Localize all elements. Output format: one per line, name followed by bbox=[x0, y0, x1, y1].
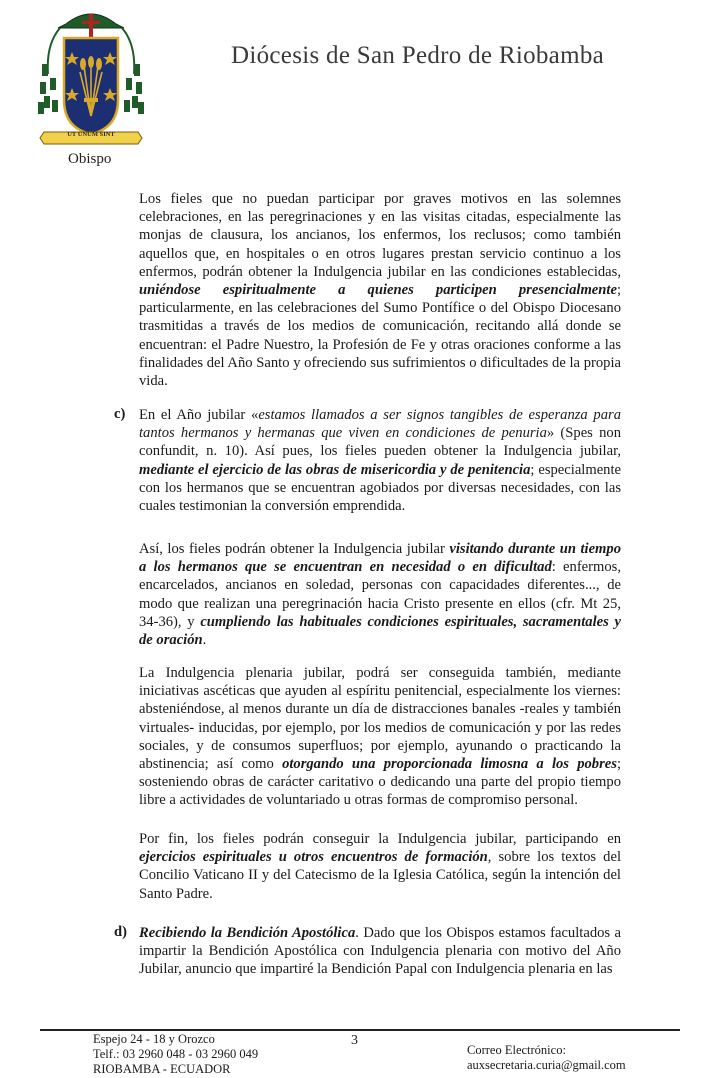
footer-contact bbox=[467, 1043, 626, 1073]
section-marker-c: c) bbox=[114, 406, 126, 422]
text-run: . bbox=[202, 632, 207, 649]
email-address: auxsecretaria.curia@gmail.com bbox=[467, 1058, 626, 1072]
paragraph-section-c bbox=[139, 406, 621, 515]
text-run: , sobre los textos del Concilio Vaticano II y del Catecismo de la Iglesia Católica, según la intención del Santo Padre. bbox=[139, 849, 621, 902]
bishop-label: Obispo bbox=[68, 151, 112, 167]
paragraph-section-d bbox=[139, 924, 621, 979]
coat-of-arms-motto: UT UNUM SINT bbox=[67, 131, 115, 138]
phone-line: Telf.: 03 2960 048 - 03 2960 049 bbox=[93, 1047, 259, 1061]
text-run: : enfermos, encarcelados, ancianos en soledad, personas con capacidades diferentes..., de modo que realizan una peregrinación hacia Cristo presente en ellos (cfr. Mt 25, 34-36), y bbox=[139, 559, 621, 630]
emphasis-run: uniéndose espiritualmente a quienes participen presencialmente bbox=[139, 282, 617, 299]
paragraph-visitando bbox=[139, 540, 621, 649]
text-run: . Dado que los Obispos estamos facultados a impartir la Bendición Apostólica con Indulgencia plenaria con motivo del Año Jubilar, anuncio que impartiré la Bendición Papal con Indulgencia plenaria en las bbox=[139, 925, 622, 978]
episcopal-coat-of-arms bbox=[36, 4, 146, 152]
text-run: Así, los fieles podrán obtener la Indulgencia jubilar bbox=[139, 541, 450, 557]
footer-address bbox=[93, 1032, 258, 1077]
text-run: ; especialmente con los hermanos que se encuentran agobiados por diversas necesidades, con las cuales testimonian la conversión emprendida. bbox=[139, 461, 622, 515]
text-run: En el Año jubilar « bbox=[139, 407, 259, 423]
text-run: Los fieles que no puedan participar por graves motivos en las solemnes celebraciones, en las peregrinaciones y en las visitas citadas, especialmente las monjas de clausura, los ancianos, los enfermos, los reclusos; como también aquellos que, en hospitales o en otros lugares prestan servicio continuo a los enfermos, podrán obtener la Indulgencia jubilar en las condiciones establecidas, bbox=[139, 191, 621, 280]
paragraph-fieles-impedidos bbox=[139, 190, 621, 390]
email-label: Correo Electrónico: bbox=[467, 1043, 566, 1057]
emphasis-run: visitando durante un tiempo a los hermanos que se encuentran en necesidad o en dificultad bbox=[139, 541, 621, 576]
emphasis-run: Recibiendo la Bendición Apostólica bbox=[139, 925, 356, 941]
text-run: La Indulgencia plenaria jubilar, podrá ser conseguida también, mediante iniciativas ascéticas que ayuden al espíritu penitencial, especialmente los viernes: absteniéndose, al menos durante un día de distracciones banales -reales y también virtuales- inducidas, por ejemplo, por los medios de comunicación y por las redes sociales, y de consumos superfluos; por ejemplo, ayunando o practicando la abstinencia; así como bbox=[139, 665, 621, 773]
page-number: 3 bbox=[351, 1033, 358, 1048]
text-run: Por fin, los fieles podrán conseguir la Indulgencia jubilar, participando en bbox=[139, 831, 621, 847]
footer-divider bbox=[40, 1029, 680, 1031]
text-run: ; particularmente, en las celebraciones del Sumo Pontífice o del Obispo Diocesano trasmitidas a través de los medios de comunicación, recitando allá donde se encuentran: el Padre Nuestro, la Profesión de Fe y otras oraciones conforme a las finalidades del Año Santo y ofreciendo sus sufrimientos o dificultades de la propia vida. bbox=[139, 282, 621, 390]
text-run: » (Spes non confundit, n. 10). Así pues, los fieles pueden obtener la Indulgencia jubilar, bbox=[139, 425, 621, 460]
paragraph-ejercicios-espirituales bbox=[139, 830, 621, 903]
paragraph-indulgencia-plenaria bbox=[139, 664, 621, 810]
emphasis-run: cumpliendo las habituales condiciones espirituales, sacramentales y de oración bbox=[139, 613, 622, 649]
address-line: Espejo 24 - 18 y Orozco bbox=[93, 1032, 215, 1046]
text-run: ; sosteniendo obras de carácter caritativo o dedicando una parte del propio tiempo libre a actividades de voluntariado u otras formas de compromiso personal. bbox=[139, 756, 622, 809]
emphasis-run: ejercicios espirituales u otros encuentros de formación bbox=[139, 849, 488, 866]
section-marker-d: d) bbox=[114, 924, 127, 940]
emphasis-run: otorgando una proporcionada limosna a los pobres bbox=[282, 756, 617, 773]
diocese-title: Diócesis de San Pedro de Riobamba bbox=[231, 42, 605, 69]
quote-run: estamos llamados a ser signos tangibles de esperanza para tantos hermanos y hermanas que viven en condiciones de penuria bbox=[139, 407, 621, 442]
city-line: RIOBAMBA - ECUADOR bbox=[93, 1062, 231, 1076]
emphasis-run: mediante el ejercicio de las obras de misericordia y de penitencia bbox=[139, 461, 531, 478]
